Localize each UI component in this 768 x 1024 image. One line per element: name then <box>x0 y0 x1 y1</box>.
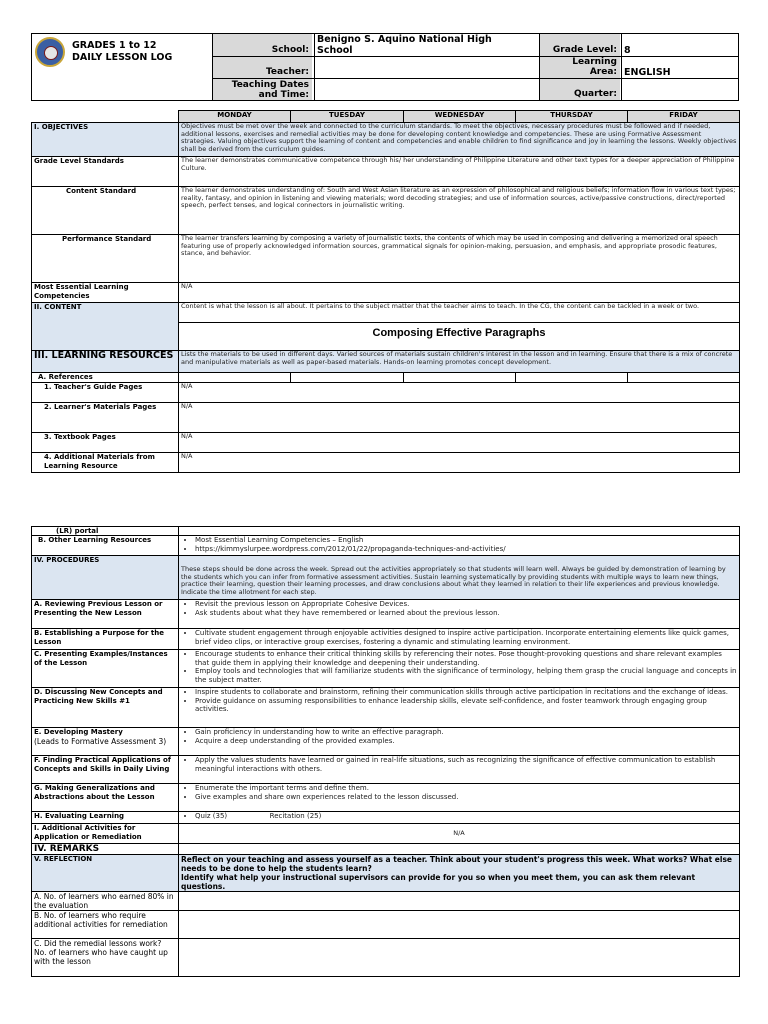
proc-c-row <box>32 650 740 688</box>
area-label: Learning Area: <box>572 57 617 77</box>
other-resources-row <box>32 536 740 556</box>
tb-value: N/A <box>181 432 193 440</box>
quiz-score: Quiz (35) <box>195 812 228 820</box>
proc-b-row <box>32 629 740 650</box>
melc-text: N/A <box>181 282 193 290</box>
list-item <box>195 812 737 821</box>
list-item: • Give examples and share own experiences related to the lesson discussed. <box>195 793 737 802</box>
performance-standard-row <box>32 235 740 283</box>
reflection-c-row <box>32 939 740 977</box>
day-monday: MONDAY <box>179 111 291 123</box>
performance-standard-text: The learner transfers learning by composing a variety of journalistic texts, the contents of which may be used in composing and delivering a memorized oral speech featuring use of properly acknowledged information sources, grammatical signals for opinion-making, persuasion, and emphasis, and appropriate prosodic features, stance, and behavior. <box>181 234 718 258</box>
grade-standards-label: Grade Level Standards <box>32 157 179 187</box>
tg-row <box>32 383 740 403</box>
procedures-row <box>32 556 740 600</box>
reflection-b-row <box>32 911 740 939</box>
proc-d-label: D. Discussing New Concepts and Practicing New Skills #1 <box>32 688 179 728</box>
tb-label: 3. Textbook Pages <box>32 433 179 453</box>
other-resources-list <box>181 536 737 553</box>
reflection-note-2: Identify what help your instructional supervisors can provide for you so when you meet them, you can ask them relevant questions. <box>181 873 696 891</box>
list-item: • Provide guidance on assuming responsibilities to enhance leadership skills, elevate self-confidence, and foster teamwork through engaging group activities. <box>195 697 737 714</box>
list-item: • Gain proficiency in understanding how to write an effective paragraph. <box>195 728 737 737</box>
list-item: • Cultivate student engagement through enjoyable activities designed to inspire active participation. Incorporate entertaining elements like quick games, brief video clips, or interactive group exercises, fostering a dynamic and stimulating learning environment. <box>195 629 737 646</box>
other-resources-label: B. Other Learning Resources <box>32 536 179 556</box>
list-item: • Apply the values students have learned or gained in real-life situations, such as recognizing the significance of effective communication to establish meaningful interactions with others. <box>195 756 737 773</box>
proc-f-label: F. Finding Practical Applications of Concepts and Skills in Daily Living <box>32 756 179 784</box>
grade-standards-text: The learner demonstrates communicative competence through his/ her understanding of Philippine Literature and other text types for a deeper appreciation of Philippine Culture. <box>181 156 735 172</box>
content-standard-text: The learner demonstrates understanding of: South and West Asian literature as an expression of philosophical and religious beliefs; information flow in various text types; reality, fantasy, and opinion in listening and viewing materials; word decoding strategies; and use of information sources, active/passive constructions, direct/reported speech, perfect tenses, and logical connectors in journalistic writing. <box>181 186 736 210</box>
reflection-a-row <box>32 892 740 911</box>
content-standard-label: Content Standard <box>32 187 179 235</box>
resources-row <box>32 351 740 373</box>
list-item: • Ask students about what they have remembered or learned about the previous lesson. <box>195 609 737 618</box>
lr-portal-row <box>32 527 740 536</box>
list-item: • Most Essential Learning Competencies – English <box>195 536 737 545</box>
lm-label: 2. Learner's Materials Pages <box>32 403 179 433</box>
day-friday: FRIDAY <box>628 111 740 123</box>
proc-d-row <box>32 688 740 728</box>
day-thursday: THURSDAY <box>516 111 628 123</box>
list-item: • Revisit the previous lesson on Appropriate Cohesive Devices. <box>195 600 737 609</box>
am-value: N/A <box>181 452 193 460</box>
list-item: • Inspire students to collaborate and brainstorm, refining their communication skills through active participation in recitations and the exchange of ideas. <box>195 688 737 697</box>
objectives-row <box>32 123 740 157</box>
dates-label: Teaching Dates and Time: <box>231 80 309 100</box>
performance-standard-label: Performance Standard <box>32 235 179 283</box>
proc-a-label: A. Reviewing Previous Lesson or Presenting the New Lesson <box>32 600 179 629</box>
proc-f-row <box>32 756 740 784</box>
tg-value: N/A <box>181 382 193 390</box>
school-value: Benigno S. Aquino National High School <box>317 34 492 56</box>
quarter-label: Quarter: <box>573 89 617 99</box>
school-label: School: <box>271 45 309 55</box>
grade-value: 8 <box>624 45 631 56</box>
days-row <box>32 111 740 123</box>
teacher-label: Teacher: <box>265 67 309 77</box>
list-item: • Acquire a deep understanding of the provided examples. <box>195 737 737 746</box>
proc-a-row <box>32 600 740 629</box>
content-note: Content is what the lesson is all about. It pertains to the subject matter that the teacher aims to teach. In the CG, the content can be tackled in a week or two. <box>181 302 700 310</box>
references-label: A. References <box>32 373 179 383</box>
day-tuesday: TUESDAY <box>291 111 404 123</box>
grade-label: Grade Level: <box>552 45 617 55</box>
reflection-a-label: A. No. of learners who earned 80% in the evaluation <box>32 892 179 911</box>
objectives-note: Objectives must be met over the week and connected to the curriculum standards. To meet the objectives, necessary procedures must be followed and if needed, additional lessons, exercises and remedial activities may be done for developing content knowledge and competencies. These are using Formative Assessment strategies. Valuing objectives support the learning of content and competencies and enable children to find significance and joy in learning the lessons. Weekly objectives shall be derived from the curriculum guides. <box>181 122 737 153</box>
tb-row <box>32 433 740 453</box>
header-block <box>31 33 739 101</box>
remarks-heading: IV. REMARKS <box>32 844 179 855</box>
reflection-note-1: Reflect on your teaching and assess yourself as a teacher. Think about your student's progress this week. What works? What else needs to be done to help the students learn? <box>181 855 733 873</box>
remarks-row <box>32 844 740 855</box>
tg-label: 1. Teacher's Guide Pages <box>32 383 179 403</box>
proc-i-row <box>32 824 740 844</box>
list-item: • Enumerate the important terms and define them. <box>195 784 737 793</box>
reflection-heading: V. REFLECTION <box>32 855 179 892</box>
deped-seal-icon <box>35 37 65 67</box>
proc-h-label: H. Evaluating Learning <box>32 812 179 824</box>
lesson-table-page2 <box>31 526 740 977</box>
proc-g-label: G. Making Generalizations and Abstractions about the Lesson <box>32 784 179 812</box>
area-value: ENGLISH <box>624 67 671 78</box>
lesson-topic-title: Composing Effective Paragraphs <box>372 327 546 339</box>
lm-value: N/A <box>181 402 193 410</box>
am-row <box>32 453 740 473</box>
melc-label: Most Essential Learning Competencies <box>32 283 179 303</box>
proc-g-row <box>32 784 740 812</box>
proc-e-row <box>32 728 740 756</box>
list-item: • https://kimmyslurpee.wordpress.com/2012/01/22/propaganda-techniques-and-activities/ <box>195 545 737 554</box>
proc-e-sub: (Leads to Formative Assessment 3) <box>34 737 167 746</box>
procedures-note: These steps should be done across the week. Spread out the activities appropriately so that students will learn well. Always be guided by demonstration of learning by the students which you can infer from formative assessment activities. Sustain learning systematically by providing students with multiple ways to learn new things, practice their learning, question their learning processes, and draw conclusions about what they learned in relation to their life experiences and previous knowledge. Indicate the time allotment for each step. <box>181 565 726 596</box>
grade-standards-row <box>32 157 740 187</box>
content-heading: II. CONTENT <box>32 303 179 351</box>
resources-heading: III. LEARNING RESOURCES <box>32 351 179 373</box>
list-item: • Employ tools and technologies that will familiarize students with the significance of terminology, helping them grasp the crucial language and concepts in the subject matter. <box>195 667 737 684</box>
proc-e-label: E. Developing Mastery <box>34 728 123 736</box>
melc-row <box>32 283 740 303</box>
content-standard-row <box>32 187 740 235</box>
list-item: • Encourage students to enhance their critical thinking skills by referencing their notes. Pose thought-provoking questions and share relevant examples that guide them in applying their knowledge and deepening their understanding. <box>195 650 737 667</box>
reflection-b-label: B. No. of learners who require additional activities for remediation <box>32 911 179 939</box>
lr-portal-label: (LR) portal <box>32 527 179 536</box>
proc-b-label: B. Establishing a Purpose for the Lesson <box>32 629 179 650</box>
objectives-heading: I. OBJECTIVES <box>32 123 179 157</box>
proc-c-label: C. Presenting Examples/Instances of the Lesson <box>32 650 179 688</box>
logo-cell <box>32 34 213 100</box>
day-wednesday: WEDNESDAY <box>404 111 516 123</box>
proc-h-row <box>32 812 740 824</box>
proc-i-label: I. Additional Activities for Application or Remediation <box>32 824 179 844</box>
reflection-row <box>32 855 740 892</box>
proc-i-value: N/A <box>453 829 465 837</box>
reflection-c-label: C. Did the remedial lessons work? No. of learners who have caught up with the lesson <box>32 939 179 977</box>
recitation-score: Recitation (25) <box>269 812 322 820</box>
resources-note: Lists the materials to be used in different days. Varied sources of materials sustain children's interest in the lesson and in learning. Ensure that there is a mix of concrete and manipulative materials as well as paper-based materials. Hands-on learning promotes concept development. <box>181 350 733 366</box>
procedures-heading: IV. PROCEDURES <box>32 556 179 600</box>
am-label: 4. Additional Materials from Learning Resource <box>32 453 179 473</box>
references-row <box>32 373 740 383</box>
lm-row <box>32 403 740 433</box>
log-title: GRADES 1 to 12 DAILY LESSON LOG <box>72 40 173 63</box>
proc-e-cell <box>32 728 179 756</box>
content-note-row <box>32 303 740 323</box>
lesson-table-page1 <box>31 110 740 473</box>
